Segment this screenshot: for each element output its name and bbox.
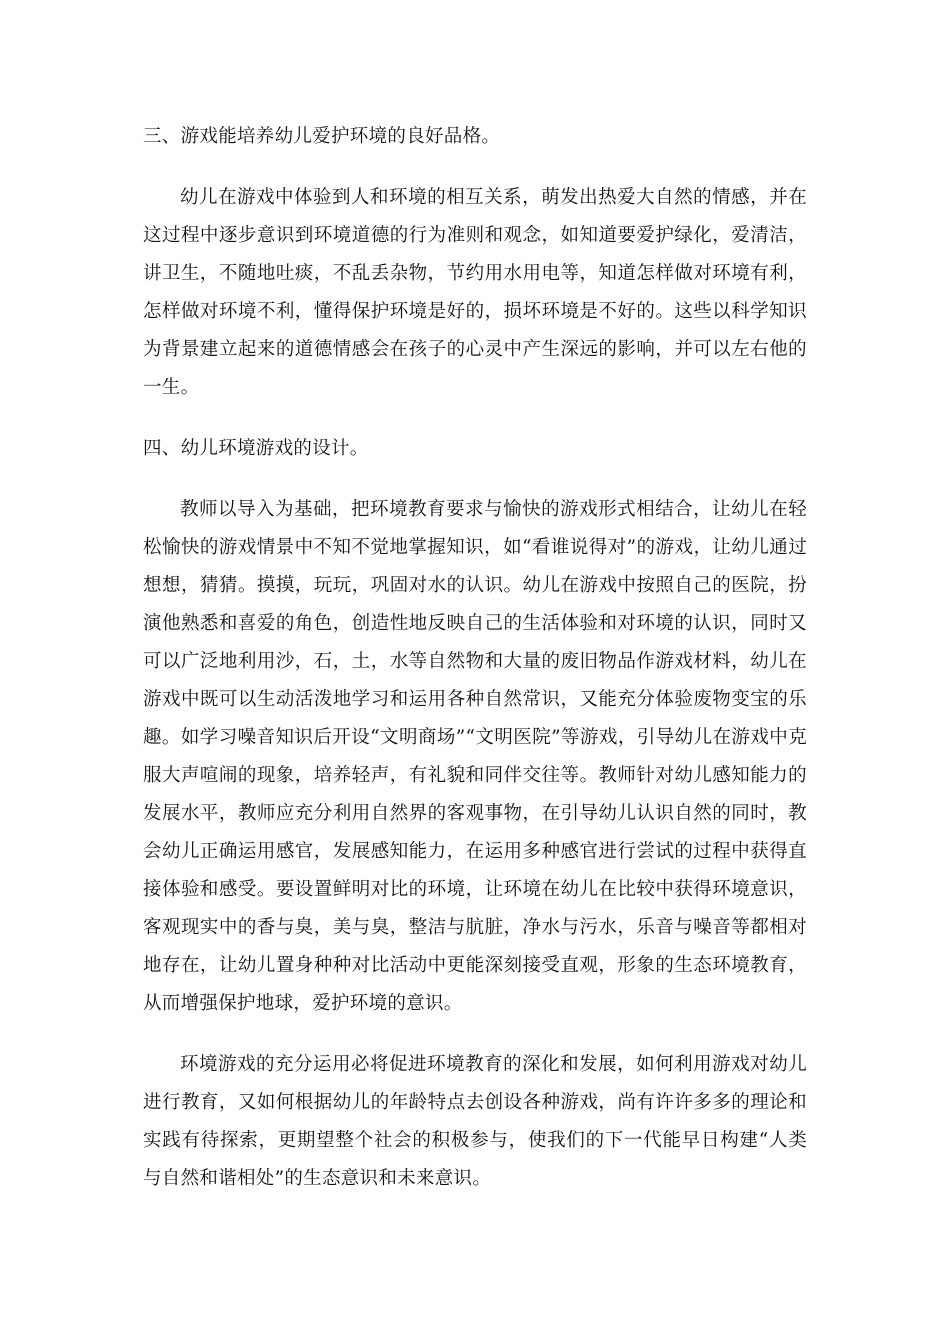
section-heading-3: 三、游戏能培养幼儿爱护环境的良好品格。 <box>143 126 501 147</box>
paragraph-environment-morality: 幼儿在游戏中体验到人和环境的相互关系，萌发出热爱大自然的情感，并在这过程中逐步意识到环境道德的行为准则和观念，如知道要爱护绿化，爱清洁，讲卫生，不随地吐痰，不乱丢杂物，节约用水用电等，知道怎样做对环境有利，怎样做对环境不利，懂得保护环境是好的，损坏环境是不好的。这些以科学知识为背景建立起来的道德情感会在孩子的心灵中产生深远的影响，并可以左右他的一生。 <box>143 187 807 398</box>
paragraph-conclusion: 环境游戏的充分运用必将促进环境教育的深化和发展，如何利用游戏对幼儿进行教育，又如何根据幼儿的年龄特点去创设各种游戏，尚有许许多多的理论和实践有待探索，更期望整个社会的积极参与，使我们的下一代能早日构建“人类与自然和谐相处”的生态意识和未来意识。 <box>143 1054 807 1189</box>
paragraph-game-design: 教师以导入为基础，把环境教育要求与愉快的游戏形式相结合，让幼儿在轻松愉快的游戏情景中不知不觉地掌握知识，如“看谁说得对”的游戏，让幼儿通过想想，猜猜。摸摸，玩玩，巩固对水的认识。幼儿在游戏中按照自己的医院，扮演他熟悉和喜爱的角色，创造性地反映自己的生活体验和对环境的认识，同时又可以广泛地利用沙，石，土，水等自然物和大量的废旧物品作游戏材料，幼儿在游戏中既可以生动活泼地学习和运用各种自然常识，又能充分体验废物变宝的乐趣。如学习噪音知识后开设“文明商场”“文明医院”等游戏，引导幼儿在游戏中克服大声喧闹的现象，培养轻声，有礼貌和同伴交往等。教师针对幼儿感知能力的发展水平，教师应充分利用自然界的客观事物，在引导幼儿认识自然的同时，教会幼儿正确运用感官，发展感知能力，在运用多种感官进行尝试的过程中获得直接体验和感受。要设置鲜明对比的环境，让环境在幼儿在比较中获得环境意识，客观现实中的香与臭，美与臭，整洁与肮脏，净水与污水，乐音与噪音等都相对地存在，让幼儿置身种种对比活动中更能深刻接受直观，形象的生态环境教育，从而增强保护地球，爱护环境的意识。 <box>143 499 807 1014</box>
section-heading-4: 四、幼儿环境游戏的设计。 <box>143 438 369 459</box>
document-body <box>143 118 807 1221</box>
